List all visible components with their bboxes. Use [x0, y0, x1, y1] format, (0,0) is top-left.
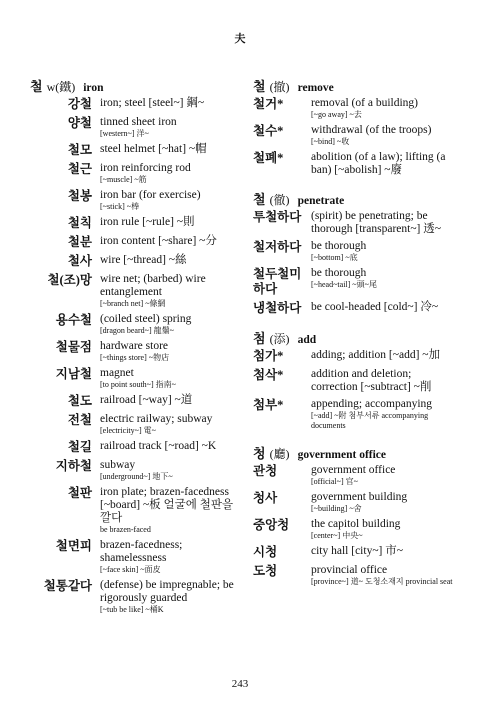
dictionary-entry: [253, 368, 458, 394]
entry-definition: [100, 254, 242, 269]
entry-definition: [311, 545, 458, 560]
definition-text: electric railway; subway: [100, 413, 213, 425]
headword: [30, 76, 242, 95]
entry-term: 철(조)망: [47, 273, 92, 287]
dictionary-entry: [253, 151, 458, 177]
entry-term: 철봉: [67, 189, 92, 203]
entry-definition: [311, 151, 458, 177]
entry-term: 지남철: [55, 367, 92, 381]
dictionary-entry: [30, 486, 242, 535]
etymology-note: [~muscle] ~筋: [100, 175, 147, 184]
dictionary-entry: [30, 440, 242, 455]
entry-term: 냉철하다: [253, 301, 302, 315]
dictionary-entry: [30, 254, 242, 269]
definition-text: railroad track [~road] ~K: [100, 440, 217, 452]
dictionary-entry: [30, 235, 242, 250]
entry-term: 중앙청: [253, 518, 290, 532]
headword-section: [253, 443, 458, 587]
entry-definition: [100, 216, 242, 231]
entry-term: 시청: [253, 545, 278, 559]
entry-term: 도청: [253, 564, 278, 578]
headword-hangul: 첨: [253, 331, 266, 346]
entry-definition: [311, 124, 458, 147]
definition-text: (defense) be impregnable; be rigorously guarded: [100, 579, 234, 604]
entry-definition: [311, 464, 458, 487]
definition-text: iron reinforcing rod: [100, 162, 191, 174]
etymology-note: [~things store] ~物店: [100, 353, 170, 362]
entry-term: 투철하다: [253, 210, 302, 224]
etymology-note: [underground~] 地下~: [100, 472, 173, 481]
entry-definition: [100, 579, 242, 615]
dictionary-entry: [30, 116, 242, 139]
definition-text: hardware store: [100, 340, 169, 352]
etymology-note: [western~] 洋~: [100, 129, 149, 138]
entry-definition: [100, 273, 242, 309]
entry-term: 철저하다: [253, 240, 302, 254]
dictionary-entry: [253, 240, 458, 263]
definition-text: abolition (of a law); lifting (a ban) [~abolish] ~廢: [311, 151, 446, 176]
entry-term: 철판: [67, 486, 92, 500]
definition-text: withdrawal (of the troops): [311, 124, 432, 136]
headword-hanja: (撤): [269, 80, 290, 94]
dictionary-entry: [30, 313, 242, 336]
entry-term: 관청: [253, 464, 278, 478]
definition-text: railroad [~way] ~道: [100, 394, 193, 406]
entry-term: 철거*: [253, 97, 284, 111]
headword: [253, 443, 458, 462]
etymology-note: [to point south~] 指南~: [100, 380, 176, 389]
definition-text: adding; addition [~add] ~加: [311, 349, 441, 361]
definition-text: iron content [~share] ~分: [100, 235, 217, 247]
etymology-note: [~bind] ~收: [311, 137, 350, 146]
entry-definition: [100, 440, 242, 455]
dictionary-entry: [30, 459, 242, 482]
etymology-note: [center~] 中央~: [311, 531, 363, 540]
headword-hangul: 철: [253, 79, 266, 94]
definition-text: iron plate; brazen-facedness [~board] ~板 얼굴에 철판을 깔다: [100, 486, 234, 524]
dictionary-entry: [30, 394, 242, 409]
entry-term: 첨삭*: [253, 368, 284, 382]
etymology-note: [~stick] ~棒: [100, 202, 140, 211]
entry-term: 철길: [67, 440, 92, 454]
definition-text: (coiled steel) spring: [100, 313, 192, 325]
etymology-note: [~head~tail] ~頭~尾: [311, 280, 377, 289]
dictionary-entry: [30, 216, 242, 231]
headword-section: [253, 328, 458, 431]
dictionary-entry: [30, 539, 242, 575]
etymology-note: [~face skin] ~面皮: [100, 565, 161, 574]
entry-term: 철분: [67, 235, 92, 249]
etymology-note: [~building] ~舍: [311, 504, 362, 513]
entry-definition: [100, 143, 242, 158]
entry-term: 철근: [67, 162, 92, 176]
entry-definition: [100, 116, 242, 139]
headword: [253, 328, 458, 347]
definition-text: addition and deletion; correction [~subtract] ~削: [311, 368, 432, 393]
definition-text: magnet: [100, 367, 134, 379]
entry-term: 용수철: [55, 313, 92, 327]
definition-text: wire net; (barbed) wire entanglement: [100, 273, 206, 298]
entry-definition: [311, 349, 458, 364]
etymology-note: [official~] 官~: [311, 477, 358, 486]
definition-text: government office: [311, 464, 396, 476]
entry-term: 철두철미하다: [253, 267, 302, 296]
dictionary-entry: [253, 398, 458, 431]
entry-definition: [100, 189, 242, 212]
definition-text: the capitol building: [311, 518, 401, 530]
headword-gloss: remove: [297, 82, 334, 94]
definition-text: steel helmet [~hat] ~帽: [100, 143, 207, 155]
definition-text: appending; accompanying: [311, 398, 433, 410]
right-section-list: [253, 76, 458, 587]
headword: [253, 189, 458, 208]
headword-section: [253, 76, 458, 177]
definition-text: brazen-facedness; shamelessness: [100, 539, 183, 564]
page-number: 243: [231, 678, 249, 690]
dictionary-entry: [253, 464, 458, 487]
entry-term: 지하철: [55, 459, 92, 473]
entry-term: 전철: [67, 413, 92, 427]
dictionary-entry: [30, 413, 242, 436]
etymology-note: [province~] 道~ 도청소재지 provincial seat: [311, 577, 453, 586]
entry-term: 철수*: [253, 124, 284, 138]
dictionary-entry: [253, 545, 458, 560]
entry-definition: [311, 368, 458, 394]
entry-term: 철면피: [55, 539, 92, 553]
dictionary-entry: [30, 340, 242, 363]
headword-hanja: (廳): [269, 447, 290, 461]
dictionary-entry: [253, 491, 458, 514]
etymology-note: [~tub be like] ~桶K: [100, 605, 164, 614]
entry-definition: [100, 235, 242, 250]
entry-definition: [100, 313, 242, 336]
dictionary-entry: [253, 349, 458, 364]
entry-definition: [100, 539, 242, 575]
entry-term: 철물점: [55, 340, 92, 354]
definition-text: removal (of a building): [311, 97, 418, 109]
dictionary-entry: [253, 564, 458, 587]
definition-text: tinned sheet iron: [100, 116, 177, 128]
entry-definition: [311, 398, 458, 431]
headword-hanja: (添): [269, 332, 290, 346]
entry-definition: [311, 491, 458, 514]
definition-text: be thorough: [311, 240, 367, 252]
entry-definition: [311, 564, 458, 587]
dictionary-entry: [253, 210, 458, 236]
dictionary-entry: [253, 97, 458, 120]
left-entry-list: [30, 97, 242, 615]
entry-term: 철모: [67, 143, 92, 157]
entry-definition: [100, 162, 242, 185]
entry-definition: [100, 340, 242, 363]
entry-term: 양철: [67, 116, 92, 130]
dictionary-entry: [253, 267, 458, 297]
dictionary-entry: [30, 273, 242, 309]
headword-hanja: w(鐵): [46, 80, 76, 94]
etymology-note: [~go away] ~去: [311, 110, 362, 119]
entry-definition: [311, 240, 458, 263]
running-head-mark: 夫: [234, 33, 246, 45]
entry-definition: [311, 518, 458, 541]
definition-text: iron rule [~rule] ~則: [100, 216, 195, 228]
dictionary-entry: [253, 124, 458, 147]
etymology-note: [~add] ~附 첨부서류 accompanying documents: [311, 411, 429, 430]
entry-definition: [100, 413, 242, 436]
definition-text: (spirit) be penetrating; be thorough [transparent~] 透~: [311, 210, 441, 235]
entry-definition: [100, 394, 242, 409]
headword-section: [253, 189, 458, 316]
definition-text: subway: [100, 459, 136, 471]
entry-term: 철칙: [67, 216, 92, 230]
definition-text: be cool-headed [cold~] 冷~: [311, 301, 439, 313]
entry-term: 철사: [67, 254, 92, 268]
entry-definition: [311, 301, 458, 316]
headword: [253, 76, 458, 95]
definition-text: iron bar (for exercise): [100, 189, 201, 201]
dictionary-entry: [30, 97, 242, 112]
headword-gloss: penetrate: [297, 195, 345, 207]
headword-hangul: 철: [30, 79, 43, 94]
dictionary-entry: [30, 162, 242, 185]
dictionary-entry: [30, 579, 242, 615]
entry-definition: [100, 97, 242, 112]
entry-term: 청사: [253, 491, 278, 505]
headword-gloss: government office: [297, 449, 387, 461]
headword-gloss: iron: [83, 82, 104, 94]
headword-hanja: (徹): [269, 193, 290, 207]
entry-definition: [311, 210, 458, 236]
definition-text: wire [~thread] ~絲: [100, 254, 187, 266]
entry-term: 첨가*: [253, 349, 284, 363]
etymology-note: [~branch net] ~條網: [100, 299, 166, 308]
dictionary-entry: [30, 143, 242, 158]
etymology-note: be brazen-faced: [100, 525, 151, 534]
entry-definition: [100, 367, 242, 390]
entry-term: 강철: [67, 97, 92, 111]
definition-text: iron; steel [steel~] 鋼~: [100, 97, 205, 109]
dictionary-entry: [253, 518, 458, 541]
entry-term: 첨부*: [253, 398, 284, 412]
definition-text: city hall [city~] 市~: [311, 545, 403, 557]
left-column: [30, 76, 242, 619]
definition-text: provincial office: [311, 564, 388, 576]
definition-text: government building: [311, 491, 408, 503]
entry-term: 철폐*: [253, 151, 284, 165]
entry-definition: [311, 267, 458, 297]
etymology-note: [electricity~] 電~: [100, 426, 156, 435]
etymology-note: [dragon beard~] 龍鬚~: [100, 326, 174, 335]
entry-definition: [100, 459, 242, 482]
headword-hangul: 청: [253, 446, 266, 461]
etymology-note: [~bottom] ~底: [311, 253, 358, 262]
entry-term: 철도: [67, 394, 92, 408]
dictionary-entry: [30, 189, 242, 212]
definition-text: be thorough: [311, 267, 367, 279]
dictionary-entry: [253, 301, 458, 316]
right-column: [253, 76, 458, 591]
entry-term: 철통같다: [43, 579, 92, 593]
headword-gloss: add: [297, 334, 317, 346]
entry-definition: [100, 486, 242, 535]
entry-definition: [311, 97, 458, 120]
dictionary-entry: [30, 367, 242, 390]
headword-hangul: 철: [253, 192, 266, 207]
